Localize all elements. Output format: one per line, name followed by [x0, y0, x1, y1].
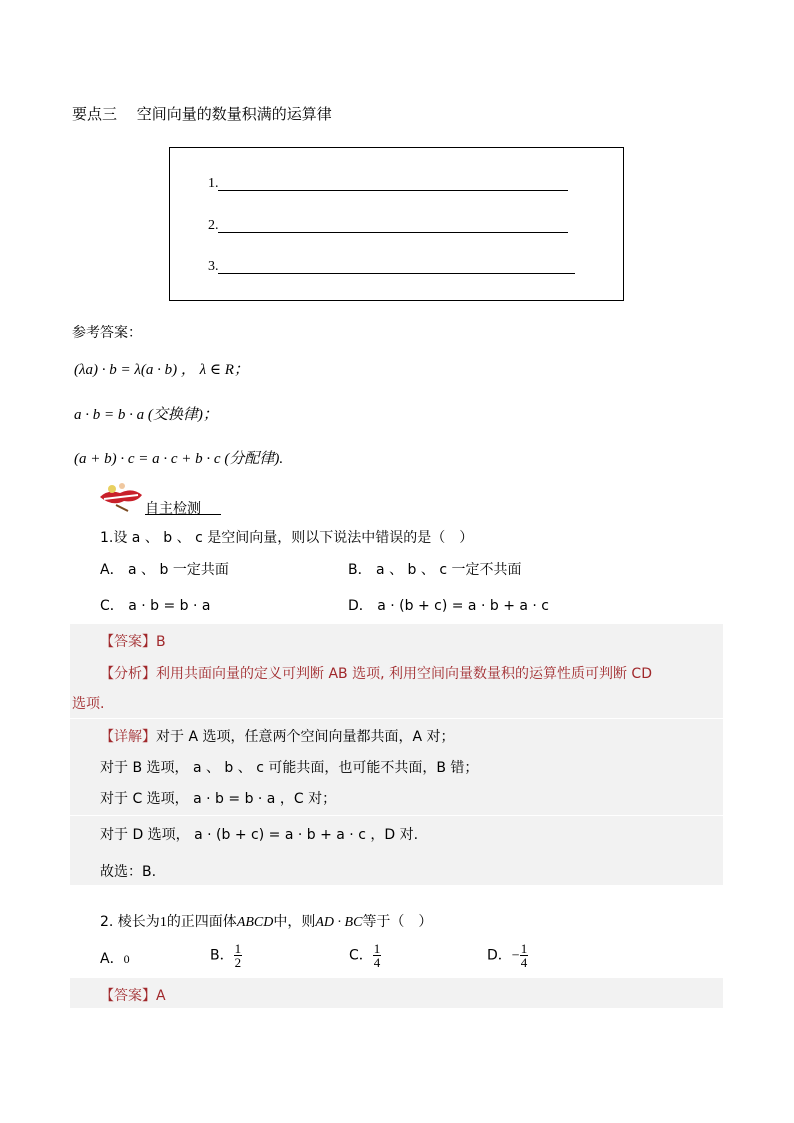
q2-option-d-fraction: [520, 942, 529, 969]
q2-option-b-label: B．: [210, 947, 234, 964]
q2-stem-b: 的正四面体: [166, 914, 237, 930]
q2-option-a-value: 0: [123, 952, 130, 966]
q1-stem: 1.设 a 、 b 、 c 是空间向量，则以下说法中错误的是（ ）: [100, 530, 474, 546]
q2-option-a-label: A．: [100, 951, 124, 967]
q2-stem-abcd: ABCD: [236, 915, 274, 930]
blank-2-line[interactable]: [218, 232, 568, 233]
q2-option-d[interactable]: [487, 942, 528, 969]
q2-option-d-denominator: 4: [520, 955, 528, 970]
q2-option-a[interactable]: [100, 948, 130, 968]
q1-solution-divider: [70, 718, 723, 719]
q1-detail-tag: 【详解】: [100, 729, 156, 745]
q2-option-c-fraction: [373, 942, 382, 969]
q1-analysis-tag: 【分析】: [100, 666, 156, 682]
q2-stem-num: 1: [159, 915, 167, 930]
blank-2-number: 2.: [208, 218, 219, 233]
q2-option-d-sign: −: [511, 948, 520, 964]
q2-option-d-label: D．: [487, 947, 512, 964]
q1-answer-tag: 【答案】: [100, 634, 156, 650]
q1-analysis-text-2: 选项.: [72, 696, 105, 712]
q2-option-d-numerator: 1: [520, 941, 528, 956]
q2-answer: [100, 985, 166, 1005]
q1-option-a[interactable]: A． a 、 b 一定共面: [100, 562, 229, 578]
blank-3-number: 3.: [208, 259, 219, 274]
q2-stem-a: 2. 棱长为: [100, 914, 160, 930]
q2-answer-block: [70, 978, 723, 1008]
q2-answer-tag: 【答案】: [100, 988, 156, 1004]
q2-option-b-numerator: 1: [234, 941, 242, 956]
fill-in-box: [169, 147, 624, 301]
reference-label: 参考答案：: [72, 325, 142, 341]
self-check-logo-icon: [98, 481, 144, 513]
q1-answer: [100, 631, 166, 651]
q1-answer-value: B: [156, 634, 166, 650]
q1-solution-divider-2: [70, 815, 723, 816]
q1-detail-1-text: 对于 A 选项，任意两个空间向量都共面，A 对；: [156, 729, 455, 745]
section-title: 要点三 空间向量的数量积满的运算律: [72, 105, 332, 123]
q2-answer-value: A: [156, 988, 166, 1004]
self-check-underline: [145, 514, 221, 515]
reference-line-1: (λa) · b = λ(a · b) ， λ ∈ R；: [74, 362, 249, 378]
q1-option-b[interactable]: B． a 、 b 、 c 一定不共面: [348, 562, 522, 578]
blank-3-line[interactable]: [218, 273, 575, 274]
q1-choose: 故选：B.: [100, 864, 157, 880]
reference-line-3: (a + b) · c = a · c + b · c (分配律).: [74, 451, 284, 467]
q2-option-b-denominator: 2: [234, 955, 242, 970]
blank-1-line[interactable]: [218, 190, 568, 191]
q2-option-c-label: C．: [349, 947, 373, 964]
q1-detail-2: 对于 B 选项， a 、 b 、 c 可能共面，也可能不共面，B 错；: [100, 760, 479, 776]
q2-option-c[interactable]: [349, 942, 381, 969]
reference-line-2: a · b = b · a (交换律)；: [74, 407, 218, 423]
q1-detail-4: 对于 D 选项， a · (b + c) = a · b + a · c ，D 对.: [100, 827, 419, 843]
q2-stem: [100, 911, 432, 931]
q2-stem-expr: AD · BC: [315, 915, 363, 930]
self-check-heading: 自主检测: [145, 501, 201, 517]
q1-analysis: [100, 663, 652, 683]
q1-option-c[interactable]: C． a · b = b · a: [100, 598, 211, 614]
q1-option-d[interactable]: D． a · (b + c) = a · b + a · c: [348, 598, 550, 614]
q2-stem-d: 等于（ ）: [362, 914, 433, 930]
q1-analysis-text: 利用共面向量的定义可判断 AB 选项, 利用空间向量数量积的运算性质可判断 CD: [156, 666, 652, 682]
q2-option-b[interactable]: [210, 942, 242, 969]
q2-option-c-denominator: 4: [373, 955, 381, 970]
q1-detail-1: [100, 726, 455, 746]
q2-stem-c: 中，则: [273, 914, 316, 930]
blank-1-number: 1.: [208, 176, 219, 191]
q2-option-c-numerator: 1: [373, 941, 381, 956]
q2-option-b-fraction: [234, 942, 243, 969]
q1-detail-3: 对于 C 选项， a · b = b · a ，C 对；: [100, 791, 337, 807]
